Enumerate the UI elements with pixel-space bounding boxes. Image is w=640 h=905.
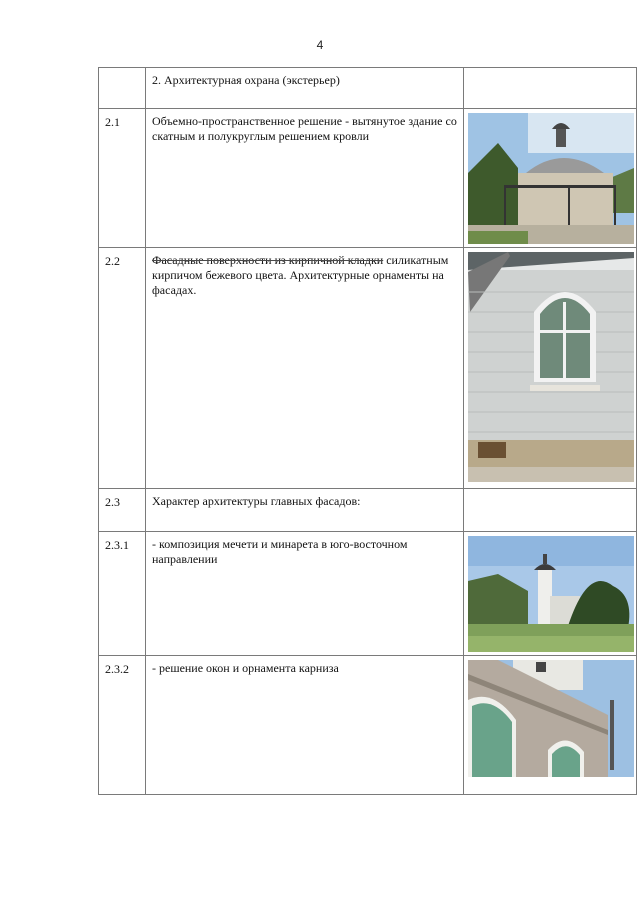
row-number: 2.3.1 xyxy=(99,532,146,656)
architecture-table xyxy=(98,67,637,795)
photo-arched-window-facade-icon xyxy=(468,252,634,482)
photo-cornice-windows-icon xyxy=(468,660,634,777)
photo-mosque-building-icon xyxy=(468,113,634,244)
photo-mosque-minaret-icon xyxy=(468,536,634,652)
image-cell xyxy=(464,656,637,795)
table-row xyxy=(99,68,637,109)
row-description: Объемно-пространственное решение - вытянутое здание со скатным и полукруглым решением кровли xyxy=(146,109,464,248)
table-row xyxy=(99,109,637,248)
row-description xyxy=(146,248,464,489)
row-description-rest: силикатным кирпичом бежевого цвета. Архитектурные орнаменты на фасадах. xyxy=(152,253,449,297)
image-cell xyxy=(464,248,637,489)
table-row xyxy=(99,248,637,489)
image-cell xyxy=(464,109,637,248)
table-row xyxy=(99,532,637,656)
image-cell xyxy=(464,532,637,656)
page-number: 4 xyxy=(316,38,324,52)
row-number xyxy=(99,68,146,109)
row-number: 2.2 xyxy=(99,248,146,489)
image-cell xyxy=(464,68,637,109)
row-description: - решение окон и орнамента карниза xyxy=(146,656,464,795)
row-number: 2.3.2 xyxy=(99,656,146,795)
table-row xyxy=(99,656,637,795)
row-description: Характер архитектуры главных фасадов: xyxy=(146,489,464,532)
table-row xyxy=(99,489,637,532)
image-cell xyxy=(464,489,637,532)
section-heading: 2. Архитектурная охрана (экстерьер) xyxy=(146,68,464,109)
row-number: 2.1 xyxy=(99,109,146,248)
row-description: - композиция мечети и минарета в юго-восточном направлении xyxy=(146,532,464,656)
row-number: 2.3 xyxy=(99,489,146,532)
row-description-line1: Фасадные поверхности из кирпичной кладки xyxy=(152,253,384,267)
